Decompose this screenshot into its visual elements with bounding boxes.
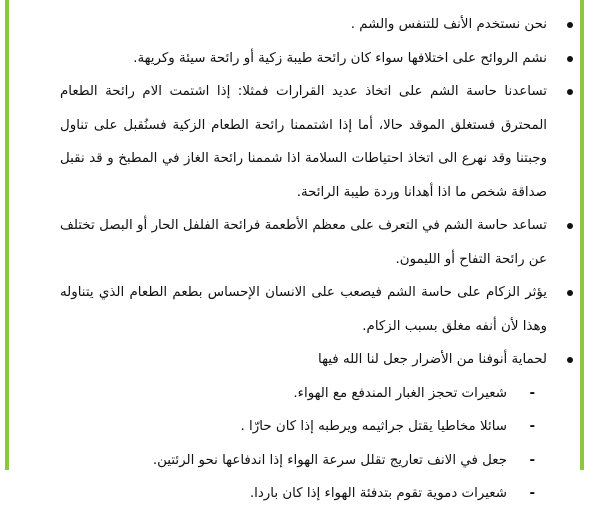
bullet-icon	[567, 22, 573, 28]
list-item	[60, 8, 547, 42]
bullet-icon	[567, 56, 573, 62]
sub-list-item	[60, 477, 535, 511]
list-item	[60, 75, 547, 209]
sub-list-item-text: شعيرات تحجز الغبار المندفع مع الهواء.	[293, 385, 507, 401]
list-item-text: تساعد حاسة الشم في التعرف على معظم الأطعمة فرائحة الفلفل الحار أو البصل تختلف عن رائحة التفاح أو الليمون.	[60, 218, 547, 267]
list-item	[60, 343, 547, 511]
document-body	[60, 8, 547, 511]
list-item	[60, 276, 547, 343]
bullet-list	[60, 8, 547, 511]
dash-marker: -	[529, 419, 535, 434]
page-border-right	[580, 0, 584, 470]
sub-list	[60, 377, 547, 511]
bullet-icon	[567, 223, 573, 229]
sub-list-item	[60, 377, 535, 411]
bullet-icon	[567, 290, 573, 296]
list-item-text: نحن نستخدم الأنف للتنفس والشم .	[350, 17, 547, 32]
sub-list-item-text: سائلا مخاطيا يقتل جراثيمه ويرطبه إذا كان حارّا .	[240, 419, 507, 434]
page-border-left	[5, 0, 9, 470]
bullet-icon	[567, 89, 573, 95]
list-item	[60, 42, 547, 76]
sub-list-item	[60, 444, 535, 478]
sub-list-item-text: جعل في الانف تعاريج تقلل سرعة الهواء إذا اندفاعها نحو الرئتين.	[152, 452, 507, 468]
bullet-icon	[567, 357, 573, 363]
list-item	[60, 209, 547, 276]
dash-marker: -	[529, 452, 535, 468]
list-item-text: تساعدنا حاسة الشم على اتخاذ عديد القرارات فمثلا: إذا اشتمت الام رائحة الطعام المحترق فستغلق الموقد حالا، أما إذا اشتممنا رائحة الطعام الزكية فسنُقبل على تناول وجبتنا وقد نهرع الى اتخاذ احتياطات السلامة اذا شممنا رائحة الغاز في المطبخ و قد نقبل صداقة شخص ما اذا أهدانا وردة طيبة الرائحة.	[60, 84, 547, 200]
list-item-text: يؤثر الزكام على حاسة الشم فيصعب على الانسان الإحساس بطعم الطعام الذي يتناوله وهذا لأن أنفه مغلق بسبب الزكام.	[60, 285, 547, 334]
sub-list-item-text: شعيرات دموية تقوم بتدفئة الهواء إذا كان باردا.	[249, 486, 507, 501]
dash-marker: -	[529, 486, 535, 501]
list-item-text: نشم الروائح على اختلافها سواء كان رائحة طيبة زكية أو رائحة سيئة وكريهة.	[133, 50, 547, 66]
list-item-text: لحماية أنوفنا من الأضرار جعل لنا الله فيها	[318, 352, 547, 367]
dash-marker: -	[529, 385, 535, 401]
sub-list-item	[60, 410, 535, 444]
